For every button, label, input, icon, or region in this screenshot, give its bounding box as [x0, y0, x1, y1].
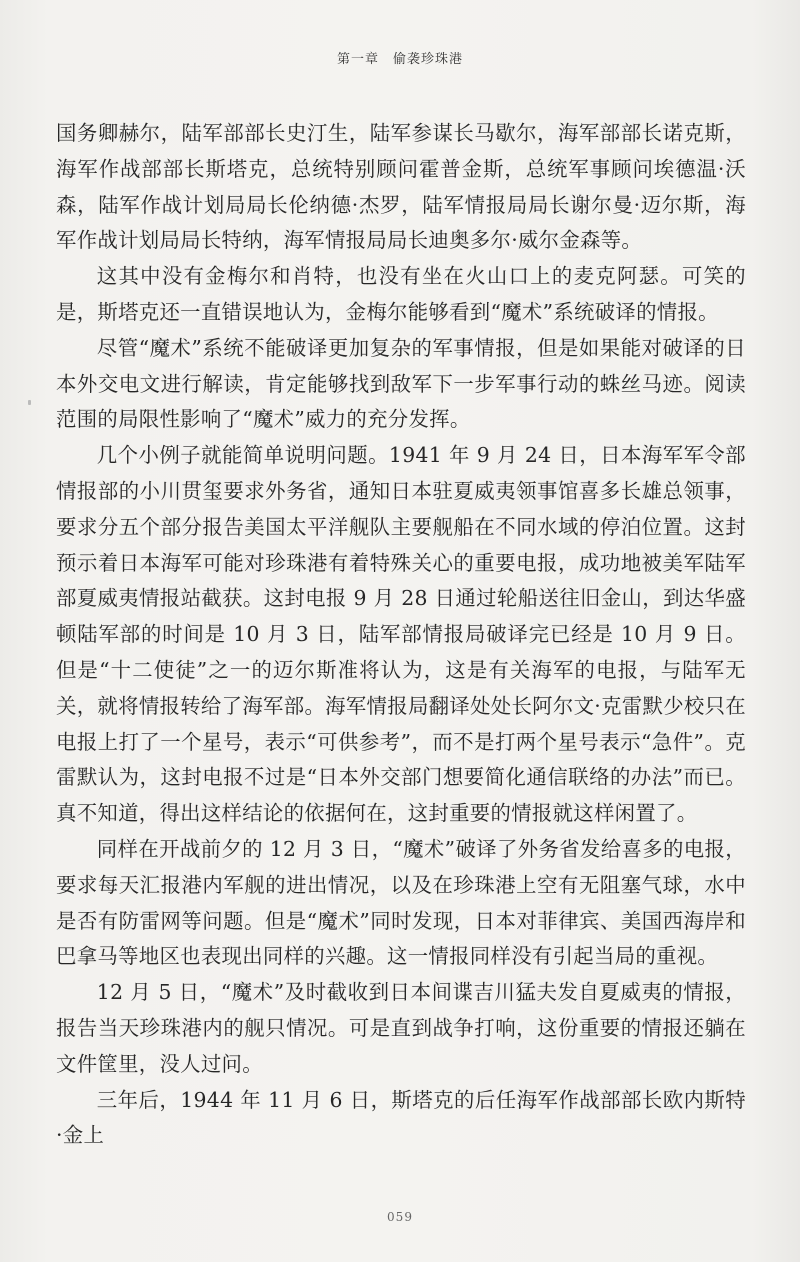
- paragraph-5: 同样在开战前夕的 12 月 3 日，“魔术”破译了外务省发给喜多的电报，要求每天汇报港内军舰的进出情况，以及在珍珠港上空有无阻塞气球，水中是否有防雷网等问题。但是“魔术”同时发现，日本对菲律宾、美国西海岸和巴拿马等地区也表现出同样的兴趣。这一情报同样没有引起当局的重视。: [56, 836, 746, 969]
- margin-speck: [28, 400, 31, 405]
- paragraph-1: 国务卿赫尔，陆军部部长史汀生，陆军参谋长马歇尔，海军部部长诺克斯，海军作战部部长斯塔克，总统特别顾问霍普金斯，总统军事顾问埃德温·沃森，陆军作战计划局局长伦纳德·杰罗，陆军情报局局长谢尔曼·迈尔斯，海军作战计划局局长特纳，海军情报局局长迪奥多尔·威尔金森等。: [56, 121, 746, 253]
- chapter-label: 第一章: [336, 52, 379, 67]
- paragraph-4: 几个小例子就能简单说明问题。1941 年 9 月 24 日，日本海军军令部情报部的小川贯玺要求外务省，通知日本驻夏威夷领事馆喜多长雄总领事，要求分五个部分报告美国太平洋舰队主要舰船在不同水域的停泊位置。这封预示着日本海军可能对珍珠港有着特殊关心的重要电报，成功地被美军陆军部夏威夷情报站截获。这封电报 9 月 28 日通过轮船送往旧金山，到达华盛顿陆军部的时间是 10 月 3 日，陆军部情报局破译完已经是 10 月 9 日。但是“十二使徒”之一的迈尔斯准将认为，这是有关海军的电报，与陆军无关，就将情报转给了海军部。海军情报局翻译处处长阿尔文·克雷默少校只在电报上打了一个星号，表示“可供参考”，而不是打两个星号表示“急件”。克雷默认为，这封电报不过是“日本外交部门想要简化通信联络的办法”而已。真不知道，得出这样结论的依据何在，这封重要的情报就这样闲置了。: [56, 443, 746, 826]
- page-number: 059: [387, 1210, 413, 1224]
- chapter-title: 偷袭珍珠港: [393, 52, 464, 67]
- paragraph-6: 12 月 5 日，“魔术”及时截收到日本间谍吉川猛夫发自夏威夷的情报，报告当天珍珠港内的舰只情况。可是直到战争打响，这份重要的情报还躺在文件筐里，没人过问。: [56, 980, 746, 1076]
- paragraph-3: 尽管“魔术”系统不能破译更加复杂的军事情报，但是如果能对破译的日本外交电文进行解读，肯定能够找到敌军下一步军事行动的蛛丝马迹。阅读范围的局限性影响了“魔术”威力的充分发挥。: [56, 335, 746, 432]
- paragraph-2: 这其中没有金梅尔和肖特，也没有坐在火山口上的麦克阿瑟。可笑的是，斯塔克还一直错误地认为，金梅尔能够看到“魔术”系统破译的情报。: [56, 264, 746, 324]
- body-text: [56, 116, 746, 1154]
- running-header: [0, 48, 800, 67]
- paragraph-7: 三年后，1944 年 11 月 6 日，斯塔克的后任海军作战部部长欧内斯特·金上: [56, 1087, 746, 1148]
